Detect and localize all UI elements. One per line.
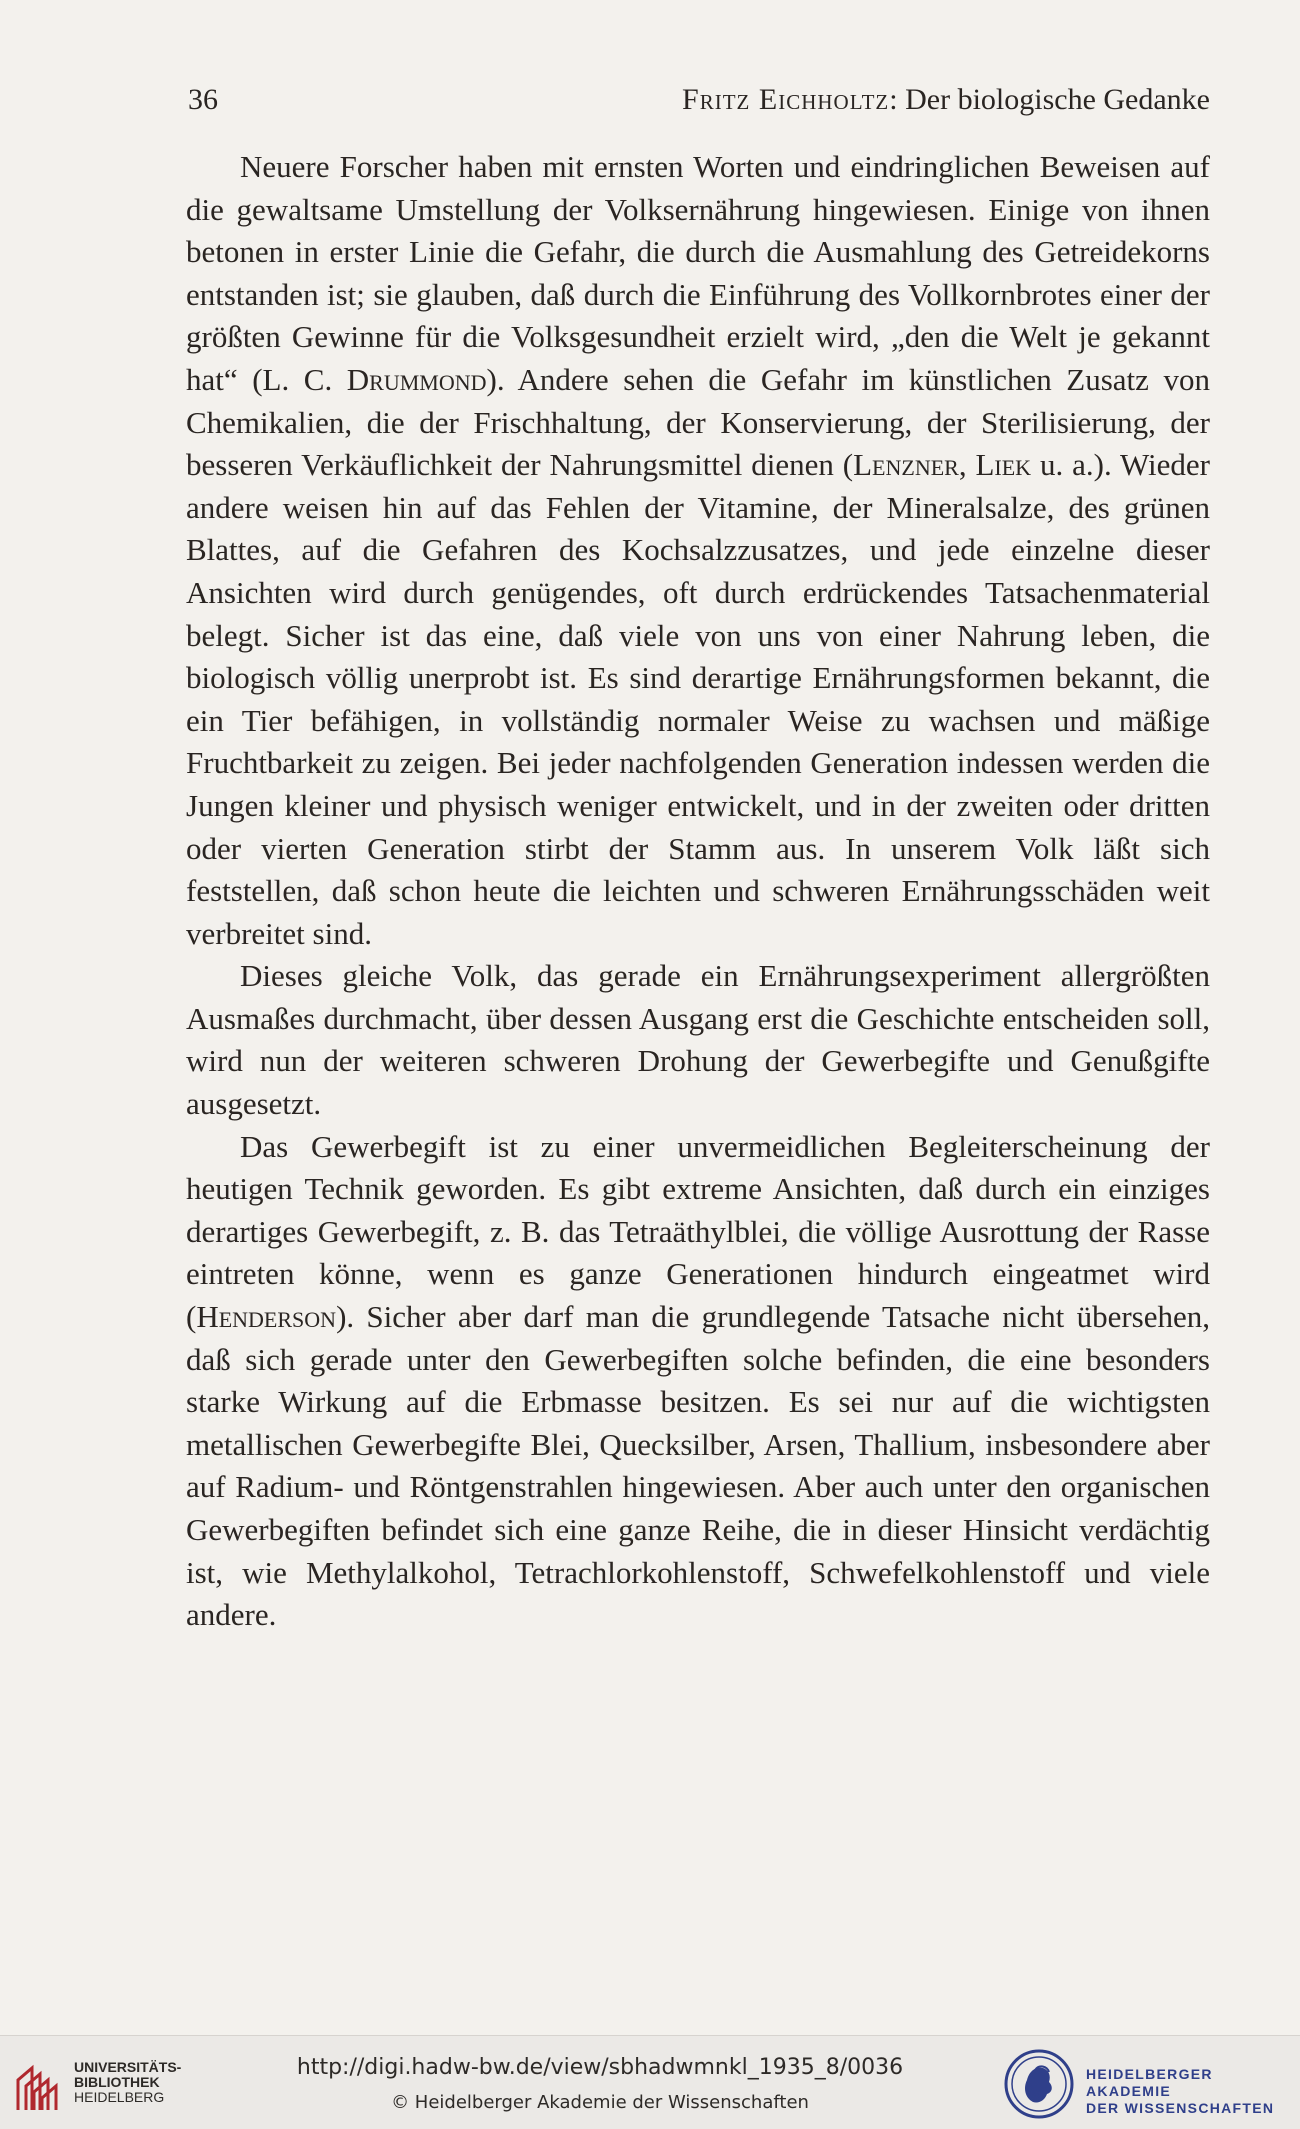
academy-name-line-2: DER WISSENSCHAFTEN — [1086, 2100, 1275, 2116]
author-name-lenzner: Lenzner — [853, 447, 959, 483]
ub-heidelberg-logo-icon[interactable] — [14, 2058, 64, 2114]
paragraph-1 — [186, 146, 1210, 955]
author-name-henderson: Henderson — [196, 1299, 337, 1335]
running-head-title: : Der biologische Gedanke — [889, 83, 1210, 116]
footer-bar — [0, 2035, 1300, 2129]
academy-name — [1086, 2066, 1300, 2117]
library-name-line-3: HEIDELBERG — [74, 2089, 165, 2105]
running-head-author: Fritz Eichholtz — [682, 83, 890, 116]
body-text — [186, 146, 1210, 1637]
page-number: 36 — [188, 83, 218, 116]
paragraph-3 — [186, 1126, 1210, 1637]
paragraph-3-text-b: ). Sicher aber darf man die grundlegende Tatsache nicht übersehen, daß sich gerade unter den Gewerbegiften solche befinden, die eine besonders starke Wirkung auf die Erbmasse besitzen. Es sei nur auf die wichtigsten metallischen Gewerbegifte Blei, Quecksilber, Arsen, Thallium, insbesondere aber auf Radium- und Röntgenstrahlen hingewiesen. Aber auch unter den organischen Gewerbegiften befindet sich eine ganze Reihe, die in dieser Hinsicht verdächtig ist, wie Methylalkohol, Tetrachlorkohlenstoff, Schwefelkohlenstoff und viele andere. — [186, 1299, 1210, 1633]
copyright-notice: © Heidelberger Akademie der Wissenschaften — [391, 2092, 809, 2113]
paragraph-1-separator: , — [958, 447, 976, 483]
author-name-drummond: Drummond — [346, 361, 487, 397]
footer-center — [230, 2050, 970, 2118]
paragraph-1-text-b: ). Andere sehen die Gefahr im künstlichen Zusatz von Chemikalien, die der Frischhaltung, der Konservierung, der Sterilisierung, der besseren Verkäuflichkeit der Nahrungsmittel dienen ( — [186, 361, 1210, 483]
library-name-line-2: BIBLIOTHEK — [74, 2074, 160, 2090]
paragraph-1-text-a: Neuere Forscher haben mit ernsten Worten und eindringlichen Beweisen auf die gewaltsame Umstellung der Volksernährung hingewiesen. Einige von ihnen betonen in erster Linie die Gefahr, die durch die Ausmahlung des Getreidekorns entstanden ist; sie glauben, daß durch die Einführung des Vollkornbrotes einer der größten Gewinne für die Volksgesundheit erzielt wird, „den die Welt je gekannt hat“ (L. C. — [186, 149, 1210, 397]
academy-name-line-1: HEIDELBERGER AKADEMIE — [1086, 2066, 1213, 2099]
source-url-link[interactable]: http://digi.hadw-bw.de/view/sbhadwmnkl_1935_8/0036 — [296, 2055, 904, 2080]
library-name — [74, 2060, 181, 2105]
paragraph-3-text-a: Das Gewerbegift ist zu einer unvermeidlichen Begleiterscheinung der heutigen Technik geworden. Es gibt extreme Ansichten, daß durch ein einziges derartiges Gewerbegift, z. B. das Tetraäthylblei, die völlige Ausrottung der Rasse eintreten könne, wenn es ganze Generationen hindurch eingeatmet wird ( — [186, 1128, 1210, 1335]
library-name-line-1: UNIVERSITÄTS- — [74, 2059, 182, 2075]
running-head — [682, 78, 1210, 122]
paragraph-2: Dieses gleiche Volk, das gerade ein Ernährungsexperiment allergrößten Ausmaßes durchmacht, über dessen Ausgang erst die Geschichte entscheiden soll, wird nun der weiteren schweren Drohung der Gewerbegifte und Genußgifte ausgesetzt. — [186, 958, 1210, 1122]
paragraph-1-text-c: u. a.). Wieder andere weisen hin auf das Fehlen der Vitamine, der Mineralsalze, des grünen Blattes, auf die Gefahren des Kochsalzzusatzes, und jede einzelne dieser Ansichten wird durch genügendes, oft durch erdrückendes Tatsachenmaterial belegt. Sicher ist das eine, daß viele von uns von einer Nahrung leben, die biologisch völlig unerprobt ist. Es sind derartige Ernährungsformen bekannt, die ein Tier befähigen, in vollständig normaler Weise zu wachsen und mäßige Fruchtbarkeit zu zeigen. Bei jeder nachfolgenden Generation indessen werden die Jungen kleiner und physisch weniger entwickelt, und in der zweiten oder dritten oder vierten Generation stirbt der Stamm aus. In unserem Volk läßt sich feststellen, daß schon heute die leichten und schweren Ernährungsschäden weit verbreitet sind. — [186, 447, 1211, 951]
page-header — [188, 78, 1210, 122]
hadw-seal-icon[interactable] — [1003, 2048, 1075, 2120]
author-name-liek: Liek — [975, 447, 1032, 483]
